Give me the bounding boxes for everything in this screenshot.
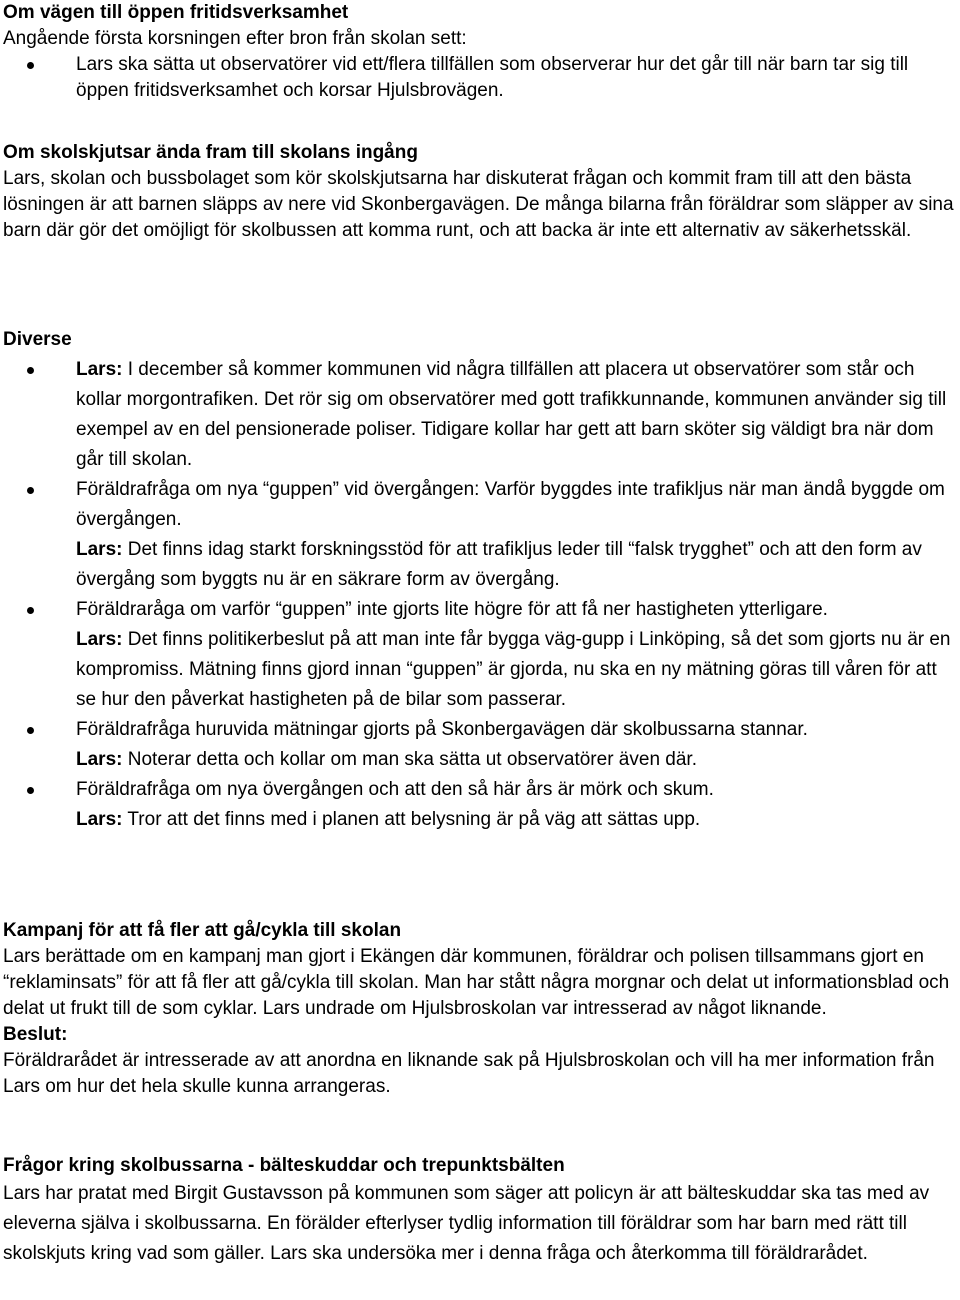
section-heading: Om skolskjutsar ända fram till skolans ingång bbox=[3, 142, 418, 163]
section-heading: Kampanj för att få fler att gå/cykla till skolan bbox=[3, 920, 402, 941]
bullet-icon bbox=[27, 787, 34, 794]
bullet-list bbox=[0, 355, 955, 835]
speaker-label: Lars: bbox=[76, 749, 123, 770]
question-text: Föräldrafråga huruvida mätningar gjorts på Skonbergavägen där skolbussarna stannar. bbox=[76, 719, 808, 740]
question-text: Föräldrafråga om nya “guppen” vid övergången: Varför byggdes inte trafikljus när man ändå byggde om övergången. bbox=[76, 479, 945, 530]
answer-text: Det finns idag starkt forskningsstöd för att trafikljus leder till “falsk trygghet” och att den form av övergång som byggts nu är en säkrare form av övergång. bbox=[76, 539, 922, 590]
question-text: Föräldrafråga om nya övergången och att den så här års är mörk och skum. bbox=[76, 779, 714, 800]
section-diverse bbox=[0, 327, 955, 835]
bullet-icon bbox=[27, 727, 34, 734]
section-body: Lars berättade om en kampanj man gjort i Ekängen där kommunen, föräldrar och polisen tillsammans gjort en “reklaminsats” för att få fler att gå/cykla till skolan. Man har stått några morgnar och delat ut informationsblad och delat ut frukt till de som cyklar. Lars undrade om Hjulsbroskolan var intresserad av något liknande. bbox=[3, 946, 950, 1019]
section-kampanj bbox=[0, 918, 955, 1100]
list-item-text: Lars ska sätta ut observatörer vid ett/flera tillfällen som observerar hur det går till när barn tar sig till öppen fritidsverksamhet och korsar Hjulsbrovägen. bbox=[76, 54, 909, 101]
section-intro: Angående första korsningen efter bron från skolan sett: bbox=[3, 28, 467, 49]
speaker-label: Lars: bbox=[76, 539, 123, 560]
list-item bbox=[0, 475, 955, 595]
bullet-icon bbox=[27, 367, 34, 374]
section-heading: Diverse bbox=[3, 329, 72, 350]
list-item bbox=[0, 355, 955, 475]
speaker-label: Lars: bbox=[76, 809, 123, 830]
decision-text: Föräldrarådet är intresserade av att anordna en liknande sak på Hjulsbroskolan och vill ha mer information från Lars om hur det hela skulle kunna arrangeras. bbox=[3, 1050, 935, 1097]
bullet-list bbox=[0, 52, 955, 104]
answer-text: Tror att det finns med i planen att belysning är på väg att sättas upp. bbox=[122, 809, 701, 830]
section-heading: Frågor kring skolbussarna - bälteskuddar och trepunktsbälten bbox=[3, 1155, 565, 1176]
section-oppen-fritidsverksamhet bbox=[0, 0, 955, 104]
question-text: Föräldraråga om varför “guppen” inte gjorts lite högre för att få ner hastigheten ytterligare. bbox=[76, 599, 828, 620]
section-skolskjutsar bbox=[0, 140, 955, 244]
bullet-icon bbox=[27, 62, 34, 69]
section-skolbussarna bbox=[0, 1153, 955, 1269]
answer-text: I december så kommer kommunen vid några tillfällen att placera ut observatörer som står och kollar morgontrafiken. Det rör sig om observatörer med gott trafikkunnande, kommunen använder sig till exempel av en del pensionerade poliser. Tidigare kollar har gett att barn sköter sig väldigt bra när dom går till skolan. bbox=[76, 359, 947, 470]
speaker-label: Lars: bbox=[76, 359, 123, 380]
bullet-icon bbox=[27, 607, 34, 614]
list-item bbox=[0, 595, 955, 715]
section-body: Lars, skolan och bussbolaget som kör skolskjutsarna har diskuterat frågan och kommit fram till att den bästa lösningen är att barnen släpps av nere vid Skonbergavägen. De många bilarna från föräldrar som släpper av sina barn där gör det omöjligt för skolbussen att komma runt, och att backa är inte ett alternativ av säkerhetsskäl. bbox=[3, 168, 954, 241]
list-item bbox=[0, 52, 955, 104]
section-heading: Om vägen till öppen fritidsverksamhet bbox=[3, 2, 349, 23]
answer-text: Noterar detta och kollar om man ska sätta ut observatörer även där. bbox=[122, 749, 697, 770]
list-item bbox=[0, 715, 955, 775]
list-item bbox=[0, 775, 955, 835]
section-body: Lars har pratat med Birgit Gustavsson på kommunen som säger att policyn är att bälteskuddar ska tas med av eleverna själva i skolbussarna. En förälder efterlyser tydlig information till föräldrar som har barn med rätt till skolskjuts kring vad som gäller. Lars ska undersöka mer i denna fråga och återkomma till föräldrarådet. bbox=[3, 1183, 930, 1264]
speaker-label: Lars: bbox=[76, 629, 123, 650]
bullet-icon bbox=[27, 487, 34, 494]
decision-label: Beslut: bbox=[3, 1024, 68, 1045]
answer-text: Det finns politikerbeslut på att man inte får bygga väg-gupp i Linköping, så det som gjorts nu är en kompromiss. Mätning finns gjord innan “guppen” är gjorda, nu ska en ny mätning göras till våren för att se hur den påverkat hastigheten på de bilar som passerar. bbox=[76, 629, 951, 710]
